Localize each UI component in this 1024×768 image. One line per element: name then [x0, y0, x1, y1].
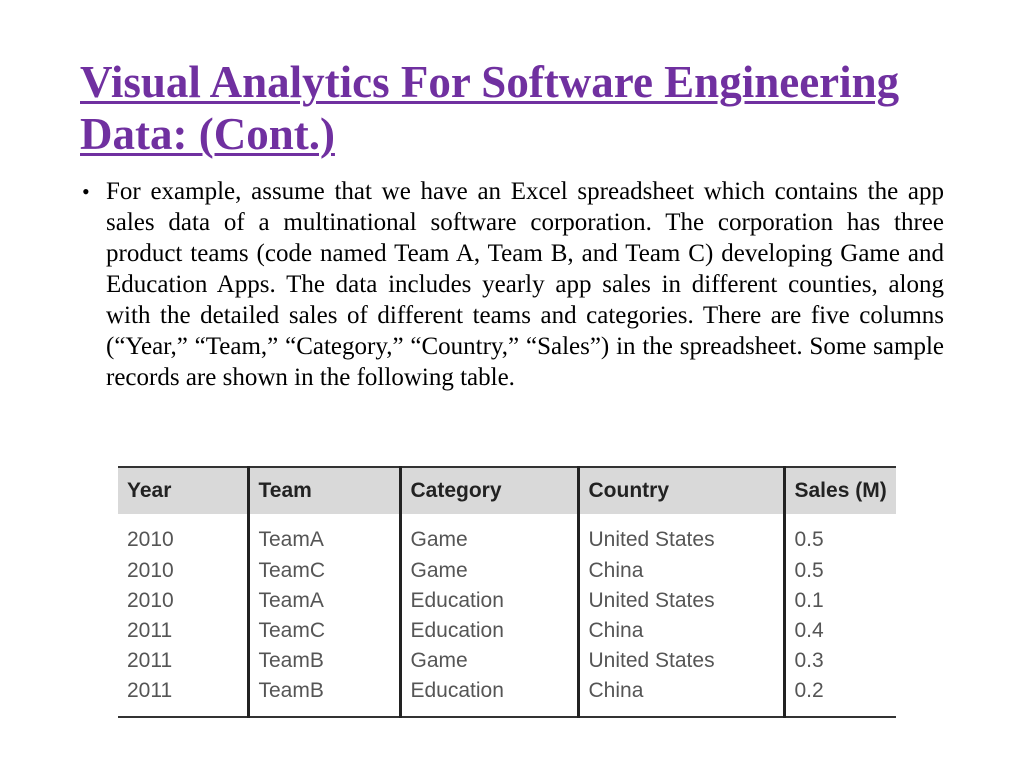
cell-year: 2011 — [127, 619, 173, 642]
cell-country: China — [578, 676, 784, 717]
cell-team: TeamB — [248, 676, 400, 717]
cell-category: Education — [400, 586, 578, 616]
column-header-category: Category — [400, 467, 578, 514]
cell-year: 2010 — [127, 559, 174, 582]
cell-team: TeamC — [248, 556, 400, 586]
cell-country: China — [578, 616, 784, 646]
cell-category: Education — [400, 676, 578, 717]
bullet-icon: • — [82, 179, 90, 204]
slide-title — [80, 56, 960, 160]
table-row — [118, 616, 896, 646]
table-row — [118, 514, 896, 556]
cell-sales: 0.5 — [784, 556, 896, 586]
cell-sales: 0.2 — [784, 676, 896, 717]
table-row — [118, 586, 896, 616]
cell-category: Game — [400, 514, 578, 556]
bullet-text: For example, assume that we have an Excel spreadsheet which contains the app sales data of a multinational software corporation. The corporation has three product teams (code named Team A, Team B, and Team C) developing Game and Education Apps. The data includes yearly app sales in different counties, along with the detailed sales of different teams and categories. There are five columns (“Year,” “Team,” “Category,” “Country,” “Sales”) in the spreadsheet. Some sample records are shown in the following table. — [106, 178, 944, 391]
cell-sales: 0.1 — [784, 586, 896, 616]
slide-title-line-2: Data: (Cont.) — [80, 109, 335, 159]
column-header-team: Team — [248, 467, 400, 514]
cell-year: 2010 — [127, 589, 174, 612]
cell-year: 2011 — [127, 649, 173, 672]
cell-country: China — [578, 556, 784, 586]
slide-title-line-1: Visual Analytics For Software Engineering — [80, 57, 900, 107]
cell-country: United States — [578, 646, 784, 676]
cell-sales: 0.4 — [784, 616, 896, 646]
table-row — [118, 646, 896, 676]
cell-year: 2011 — [118, 676, 248, 717]
cell-category: Game — [400, 646, 578, 676]
cell-year: 2010 — [127, 528, 174, 551]
column-header-sales: Sales (M) — [784, 467, 896, 514]
cell-team: TeamA — [248, 514, 400, 556]
cell-country: United States — [578, 586, 784, 616]
cell-team: TeamA — [248, 586, 400, 616]
table-row — [118, 676, 896, 717]
table-row — [118, 556, 896, 586]
sample-records-table — [118, 466, 896, 712]
table-header-row — [118, 467, 896, 514]
cell-category: Education — [400, 616, 578, 646]
cell-country: United States — [578, 514, 784, 556]
cell-sales: 0.3 — [784, 646, 896, 676]
cell-category: Game — [400, 556, 578, 586]
cell-team: TeamB — [248, 646, 400, 676]
column-header-year: Year — [118, 467, 248, 514]
slide-body — [82, 176, 944, 393]
bullet-item — [82, 176, 944, 393]
cell-team: TeamC — [248, 616, 400, 646]
column-header-country: Country — [578, 467, 784, 514]
cell-sales: 0.5 — [784, 514, 896, 556]
